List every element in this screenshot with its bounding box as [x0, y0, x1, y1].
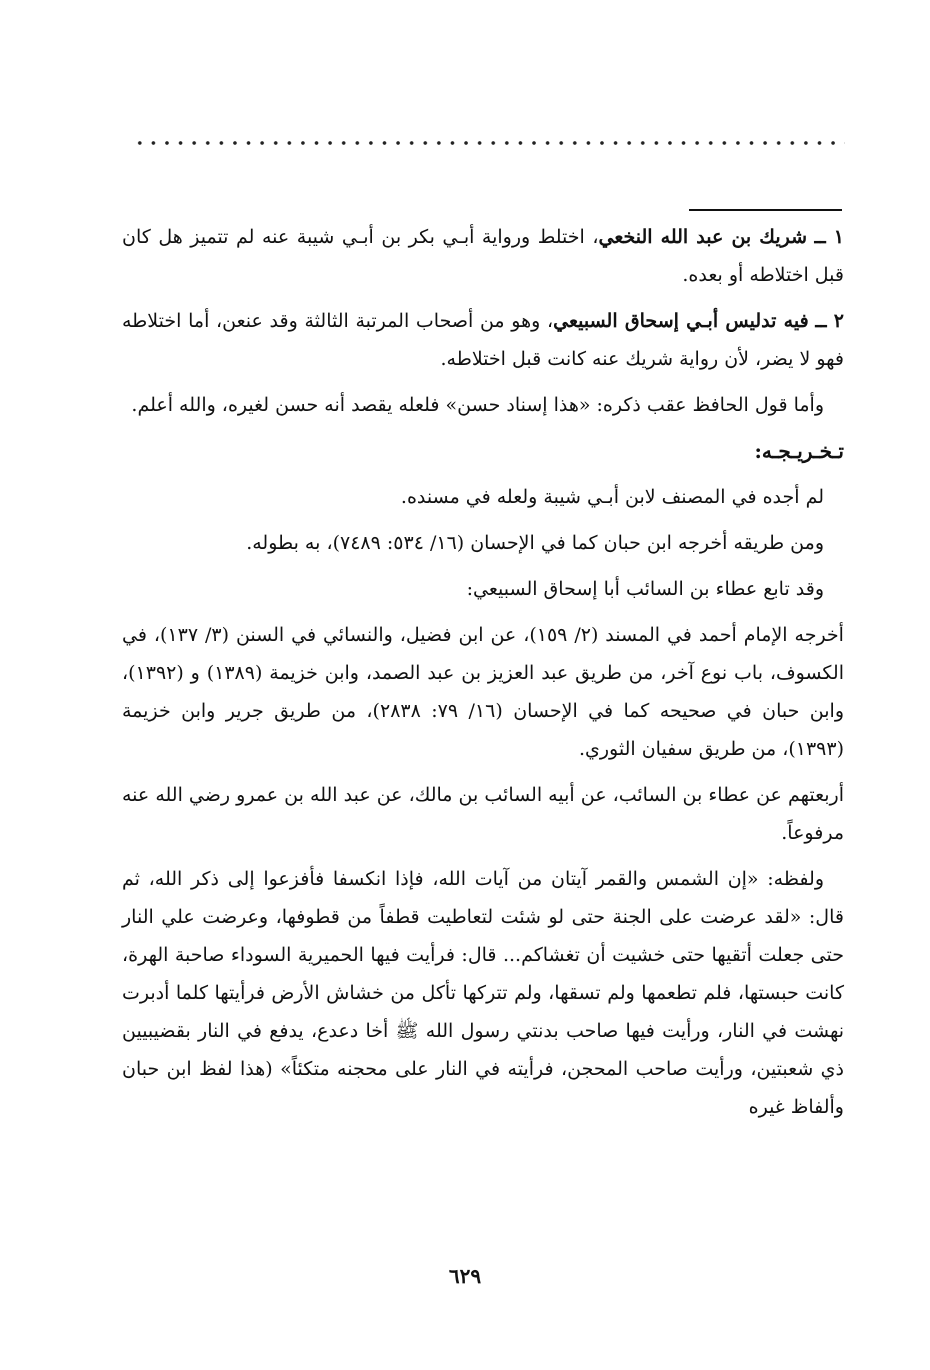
footnote-2-name: فيه تدليس أبـي إسحاق السبيعي — [553, 310, 809, 332]
footnote-1-number: ١ ــ — [814, 226, 845, 248]
footnote-1-text: ، اختلط ورواية أبـي بكر بن أبـي شيبة عنه لم تتميز هل كان قبل اختلاطه أو بعده. — [122, 226, 844, 286]
footnote-2-text: ، وهو من أصحاب المرتبة الثالثة وقد عنعن، أما اختلاطه فهو لا يضر، لأن رواية شريك عنه كانت قبل اختلاطه. — [122, 310, 844, 370]
paragraph-1: لم أجده في المصنف لابن أبـي شيبة ولعله في مسنده. — [400, 486, 824, 508]
footnote-1 — [122, 218, 844, 294]
hafiz-comment: وأما قول الحافظ عقب ذكره: «هذا إسناد حسن» فلعله يقصد أنه حسن لغيره، والله أعلم. — [131, 394, 824, 416]
paragraph-2: ومن طريقه أخرجه ابن حبان كما في الإحسان (١٦/ ٥٣٤: ٧٤٨٩)، به بطوله. — [246, 532, 824, 554]
paragraph-5: أربعتهم عن عطاء بن السائب، عن أبيه السائب بن مالك، عن عبد الله بن عمرو رضي الله عنه مرفوعاً. — [122, 784, 844, 844]
footnote-1-name: شريك بن عبد الله النخعي — [598, 226, 808, 248]
footnote-2 — [122, 302, 844, 378]
paragraph-4: أخرجه الإمام أحمد في المسند (٢/ ١٥٩)، عن ابن فضيل، والنسائي في السنن (٣/ ١٣٧)، في الكسوف، باب نوع آخر، من طريق عبد العزيز بن عبد الصمد، وابن خزيمة (١٣٨٩) و (١٣٩٢)، وابن حبان في صحيحه كما في الإحسان (١٦/ ٧٩: ٢٨٣٨)، من طريق جرير وابن خزيمة (١٣٩٣)، من طريق سفيان الثوري. — [122, 624, 844, 760]
paragraph-3: وقد تابع عطاء بن السائب أبا إسحاق السبيعي: — [466, 578, 824, 600]
dotted-separator — [133, 140, 845, 146]
takhrij-heading: تـخـريـجـه: — [754, 439, 844, 463]
page-body — [122, 218, 844, 1134]
footnote-2-number: ٢ ــ — [815, 310, 845, 332]
paragraph-6: ولفظه: «إن الشمس والقمر آيتان من آيات الله، فإذا انكسفا فأفزعوا إلى ذكر الله، ثم قال: «لقد عرضت على الجنة حتى لو شئت لتعاطيت قطفاً من قطوفها، وعرضت علي النار حتى جعلت أتقيها حتى خشيت أن تغشاكم... قال: فرأيت فيها الحميرية السوداء صاحبة الهرة، كانت حبستها، فلم تطعمها ولم تسقها، ولم تتركها تأكل من خشاش الأرض فرأيتها كلما أدبرت نهشت في النار، ورأيت فيها صاحب بدنتي رسول الله ﷺ أخا دعدع، يدفع في النار بقضيبيين ذي شعبتين، ورأيت صاحب المحجن، فرأيته في النار على محجنه متكئاً» (هذا لفظ ابن حبان وألفاظ غيره — [122, 868, 844, 1118]
footnote-rule — [689, 209, 842, 211]
page-number: ٦٢٩ — [448, 1264, 482, 1288]
